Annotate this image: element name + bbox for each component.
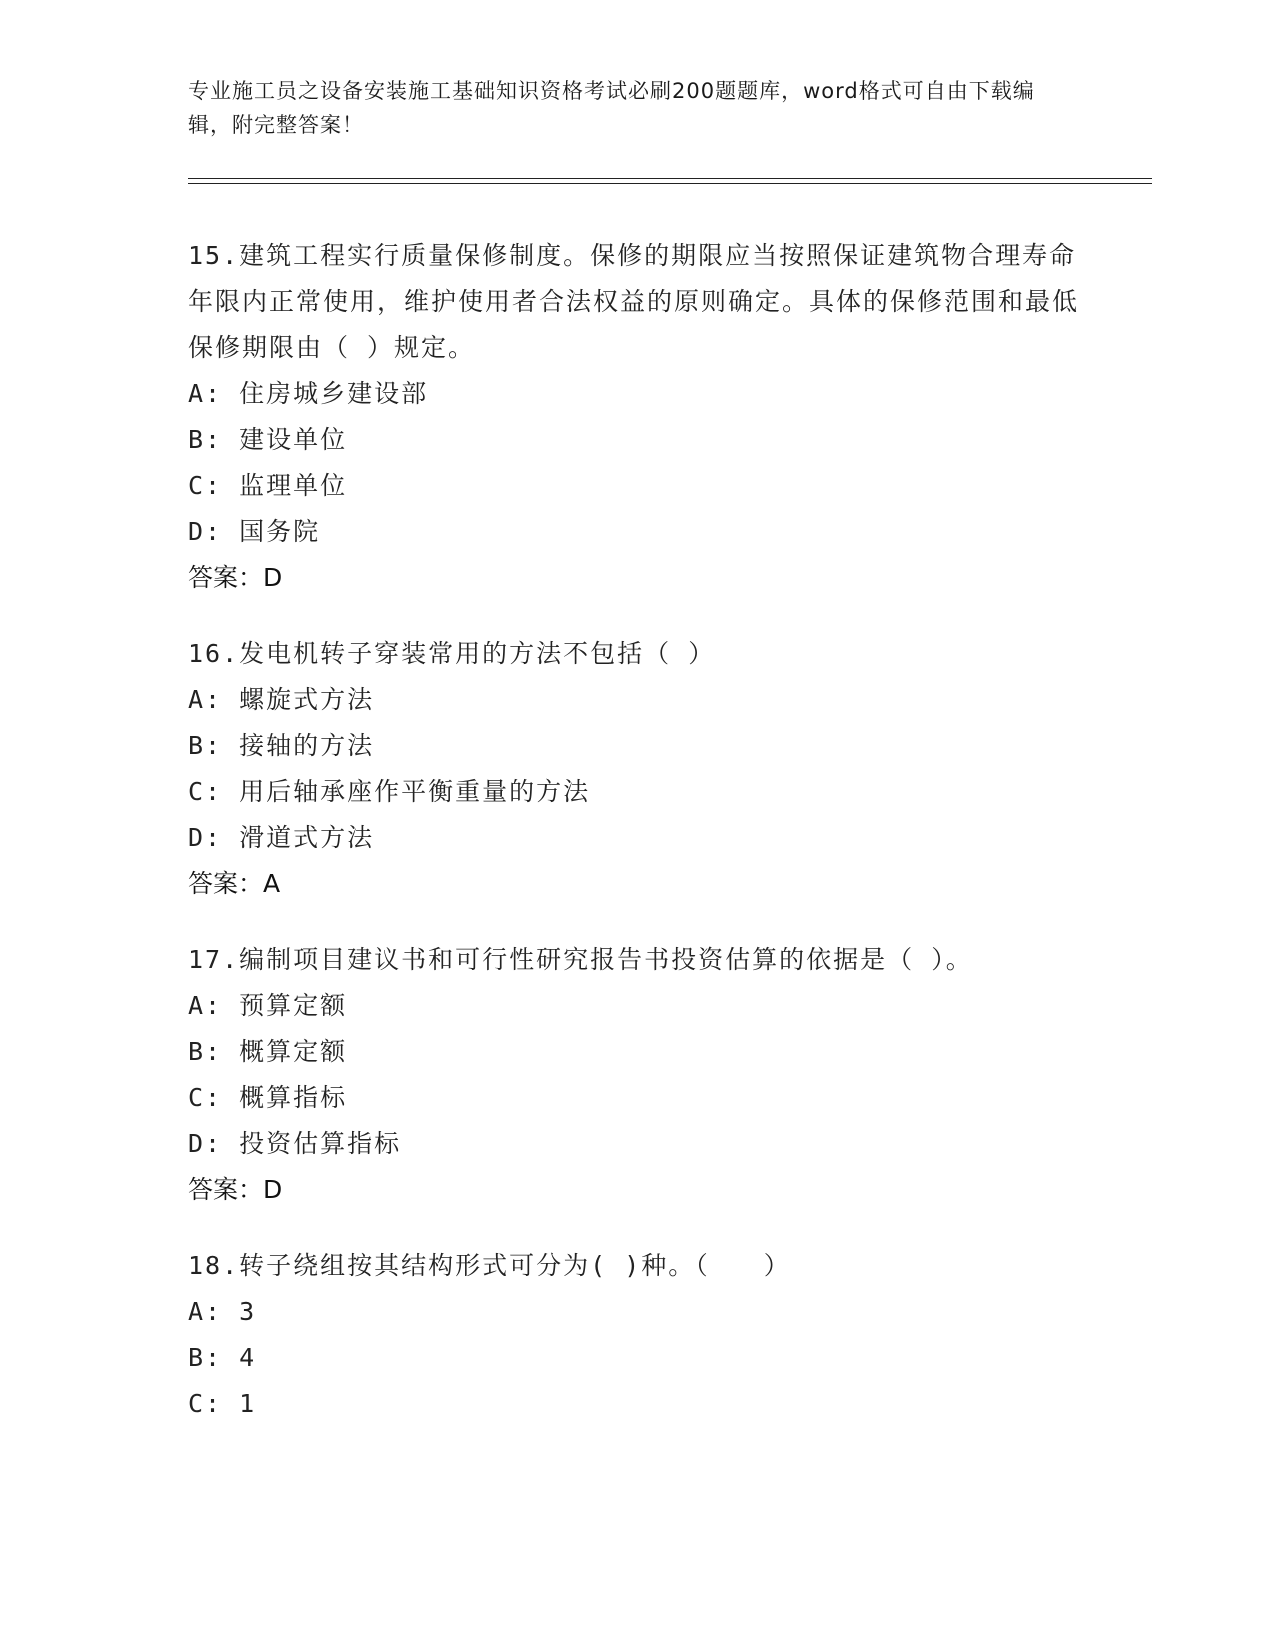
question-stem: 15.建筑工程实行质量保修制度。保修的期限应当按照保证建筑物合理寿命年限内正常使用，维护使用者合法权益的原则确定。具体的保修范围和最低保修期限由（ ）规定。 <box>188 241 1080 362</box>
option-b: B: 4 <box>188 1343 257 1372</box>
question-stem: 16.发电机转子穿装常用的方法不包括（ ） <box>188 639 716 668</box>
option-b: B: 建设单位 <box>188 425 348 454</box>
option-a: A: 3 <box>188 1297 257 1326</box>
document-header: 专业施工员之设备安装施工基础知识资格考试必刷200题题库，word格式可自由下载编辑，附完整答案！ <box>188 79 1035 137</box>
option-d: D: 滑道式方法 <box>188 823 375 852</box>
answer-line: 答案：D <box>188 1175 283 1204</box>
option-c: C: 监理单位 <box>188 471 348 500</box>
answer-line: 答案：A <box>188 869 281 898</box>
option-c: C: 1 <box>188 1389 257 1418</box>
option-a: A: 住房城乡建设部 <box>188 379 429 408</box>
question-18 <box>188 1243 1088 1427</box>
option-b: B: 概算定额 <box>188 1037 348 1066</box>
question-17 <box>188 937 1088 1213</box>
option-a: A: 螺旋式方法 <box>188 685 375 714</box>
header-divider-bottom <box>188 183 1152 184</box>
option-d: D: 国务院 <box>188 517 321 546</box>
question-15 <box>188 233 1088 601</box>
question-stem: 18.转子绕组按其结构形式可分为( )种。（ ） <box>188 1251 791 1280</box>
option-a: A: 预算定额 <box>188 991 348 1020</box>
option-b: B: 接轴的方法 <box>188 731 375 760</box>
option-c: C: 概算指标 <box>188 1083 348 1112</box>
question-list <box>188 233 1088 1457</box>
question-16 <box>188 631 1088 907</box>
question-stem: 17.编制项目建议书和可行性研究报告书投资估算的依据是（ ）。 <box>188 945 973 974</box>
answer-line: 答案：D <box>188 563 283 592</box>
header-divider-top <box>188 178 1152 179</box>
option-d: D: 投资估算指标 <box>188 1129 402 1158</box>
option-c: C: 用后轴承座作平衡重量的方法 <box>188 777 591 806</box>
